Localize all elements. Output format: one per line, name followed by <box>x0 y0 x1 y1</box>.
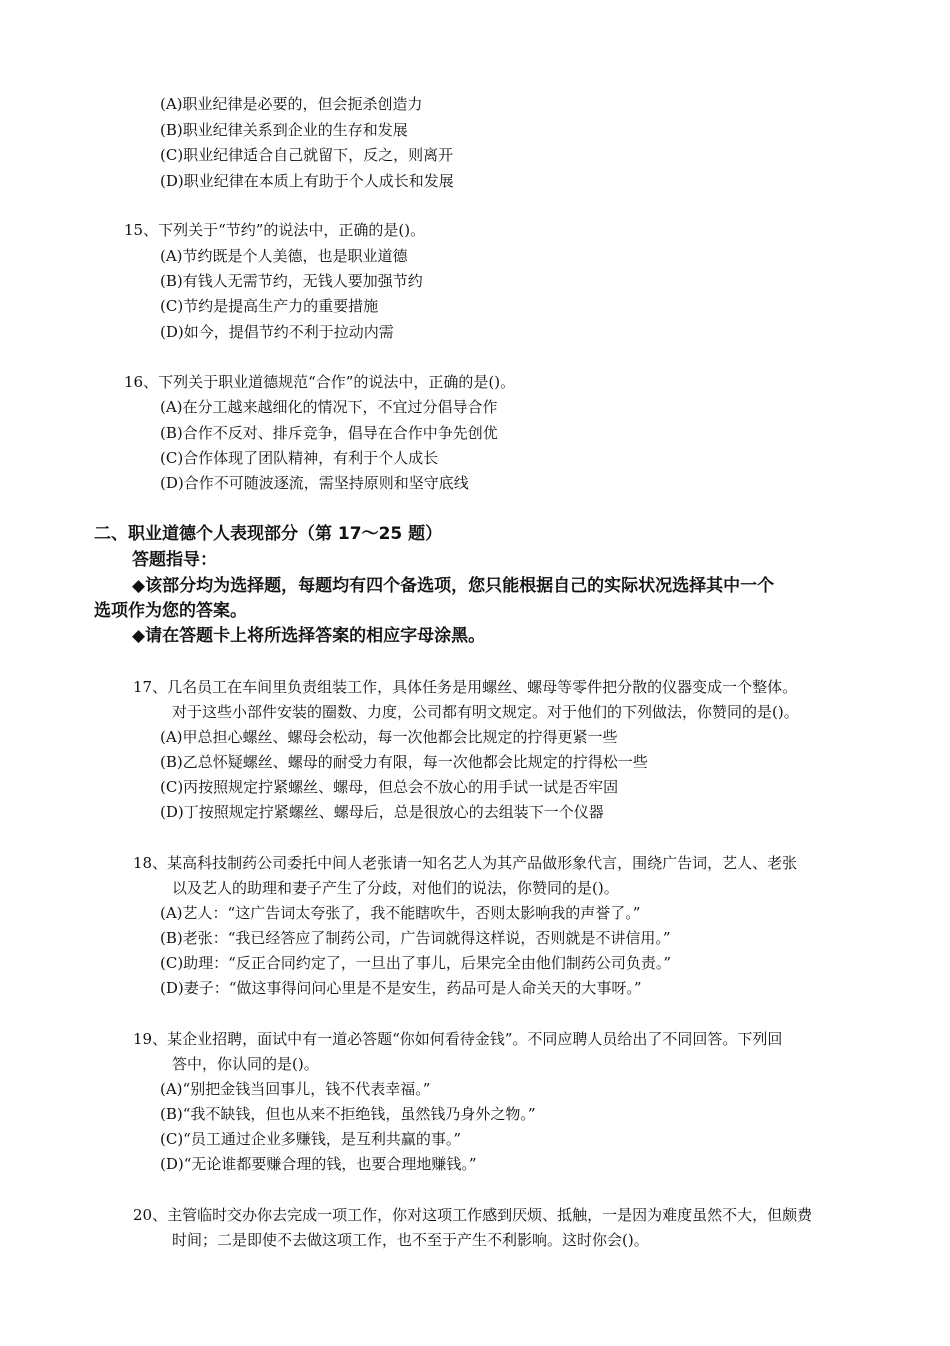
q15-option-b: (B)有钱人无需节约，无钱人要加强节约 <box>160 272 423 290</box>
guide-item-2: ◆请在答题卡上将所选择答案的相应字母涂黑。 <box>132 626 486 646</box>
q19-option-c: (C)“员工通过企业多赚钱，是互利共赢的事。” <box>160 1130 462 1148</box>
q19-option-a: (A)“别把金钱当回事儿，钱不代表幸福。” <box>160 1080 431 1098</box>
q16-option-a: (A)在分工越来越细化的情况下，不宜过分倡导合作 <box>160 398 498 416</box>
q16-option-b: (B)合作不反对、排斥竞争，倡导在合作中争先创优 <box>160 424 498 442</box>
q15-option-c: (C)节约是提高生产力的重要措施 <box>160 297 379 315</box>
q17-option-d: (D)丁按照规定拧紧螺丝、螺母后，总是很放心的去组装下一个仪器 <box>160 803 604 821</box>
q15-option-d: (D)如今，提倡节约不利于拉动内需 <box>160 323 394 341</box>
q19-option-b: (B)“我不缺钱，但也从来不拒绝钱，虽然钱乃身外之物。” <box>160 1105 536 1123</box>
q18-option-d: (D)妻子：“做这事得问问心里是不是安生，药品可是人命关天的大事呀。” <box>160 979 642 997</box>
q17-stem: 17、几名员工在车间里负责组装工作，具体任务是用螺丝、螺母等零件把分散的仪器变成一个整体。 <box>133 678 798 696</box>
q16-stem: 16、下列关于职业道德规范“合作”的说法中，正确的是()。 <box>124 373 516 391</box>
q16-option-d: (D)合作不可随波逐流，需坚持原则和坚守底线 <box>160 474 469 492</box>
q15-stem: 15、下列关于“节约”的说法中，正确的是()。 <box>124 221 426 239</box>
q18-option-c: (C)助理：“反正合同约定了，一旦出了事儿，后果完全由他们制药公司负责。” <box>160 954 672 972</box>
q19-stem: 19、某企业招聘，面试中有一道必答题“你如何看待金钱”。不同应聘人员给出了不同回答。下列回 <box>133 1030 783 1048</box>
q18-stem-cont: 以及艺人的助理和妻子产生了分歧，对他们的说法，你赞同的是()。 <box>172 879 619 897</box>
q18-stem: 18、某高科技制药公司委托中间人老张请一知名艺人为其产品做形象代言，围绕广告词，艺人、老张 <box>133 854 798 872</box>
q14-option-d: (D)职业纪律在本质上有助于个人成长和发展 <box>160 172 454 190</box>
q20-stem: 20、主管临时交办你去完成一项工作，你对这项工作感到厌烦、抵触，一是因为难度虽然不大，但颇费 <box>133 1206 813 1224</box>
q14-option-b: (B)职业纪律关系到企业的生存和发展 <box>160 121 408 139</box>
section-title: 二、职业道德个人表现部分（第 17～25 题） <box>94 524 443 544</box>
guide-item-1-cont: 选项作为您的答案。 <box>94 601 247 621</box>
q14-option-c: (C)职业纪律适合自己就留下，反之，则离开 <box>160 146 454 164</box>
q19-option-d: (D)“无论谁都要赚合理的钱，也要合理地赚钱。” <box>160 1155 477 1173</box>
guide-label: 答题指导： <box>132 550 217 570</box>
q14-option-a: (A)职业纪律是必要的，但会扼杀创造力 <box>160 95 423 113</box>
q15-option-a: (A)节约既是个人美德，也是职业道德 <box>160 247 408 265</box>
q19-stem-cont: 答中，你认同的是()。 <box>172 1055 319 1073</box>
q18-option-a: (A)艺人：“这广告词太夸张了，我不能瞎吹牛，否则太影响我的声誉了。” <box>160 904 641 922</box>
q16-option-c: (C)合作体现了团队精神，有利于个人成长 <box>160 449 439 467</box>
q17-option-a: (A)甲总担心螺丝、螺母会松动，每一次他都会比规定的拧得更紧一些 <box>160 728 618 746</box>
q20-stem-cont: 时间；二是即使不去做这项工作，也不至于产生不利影响。这时你会()。 <box>172 1231 649 1249</box>
q17-option-b: (B)乙总怀疑螺丝、螺母的耐受力有限，每一次他都会比规定的拧得松一些 <box>160 753 648 771</box>
q18-option-b: (B)老张：“我已经答应了制药公司，广告词就得这样说，否则就是不讲信用。” <box>160 929 671 947</box>
guide-item-1: ◆该部分均为选择题，每题均有四个备选项，您只能根据自己的实际状况选择其中一个 <box>132 576 775 596</box>
q17-option-c: (C)丙按照规定拧紧螺丝、螺母，但总会不放心的用手试一试是否牢固 <box>160 778 619 796</box>
q17-stem-cont: 对于这些小部件安装的圈数、力度，公司都有明文规定。对于他们的下列做法，你赞同的是()。 <box>172 703 799 721</box>
